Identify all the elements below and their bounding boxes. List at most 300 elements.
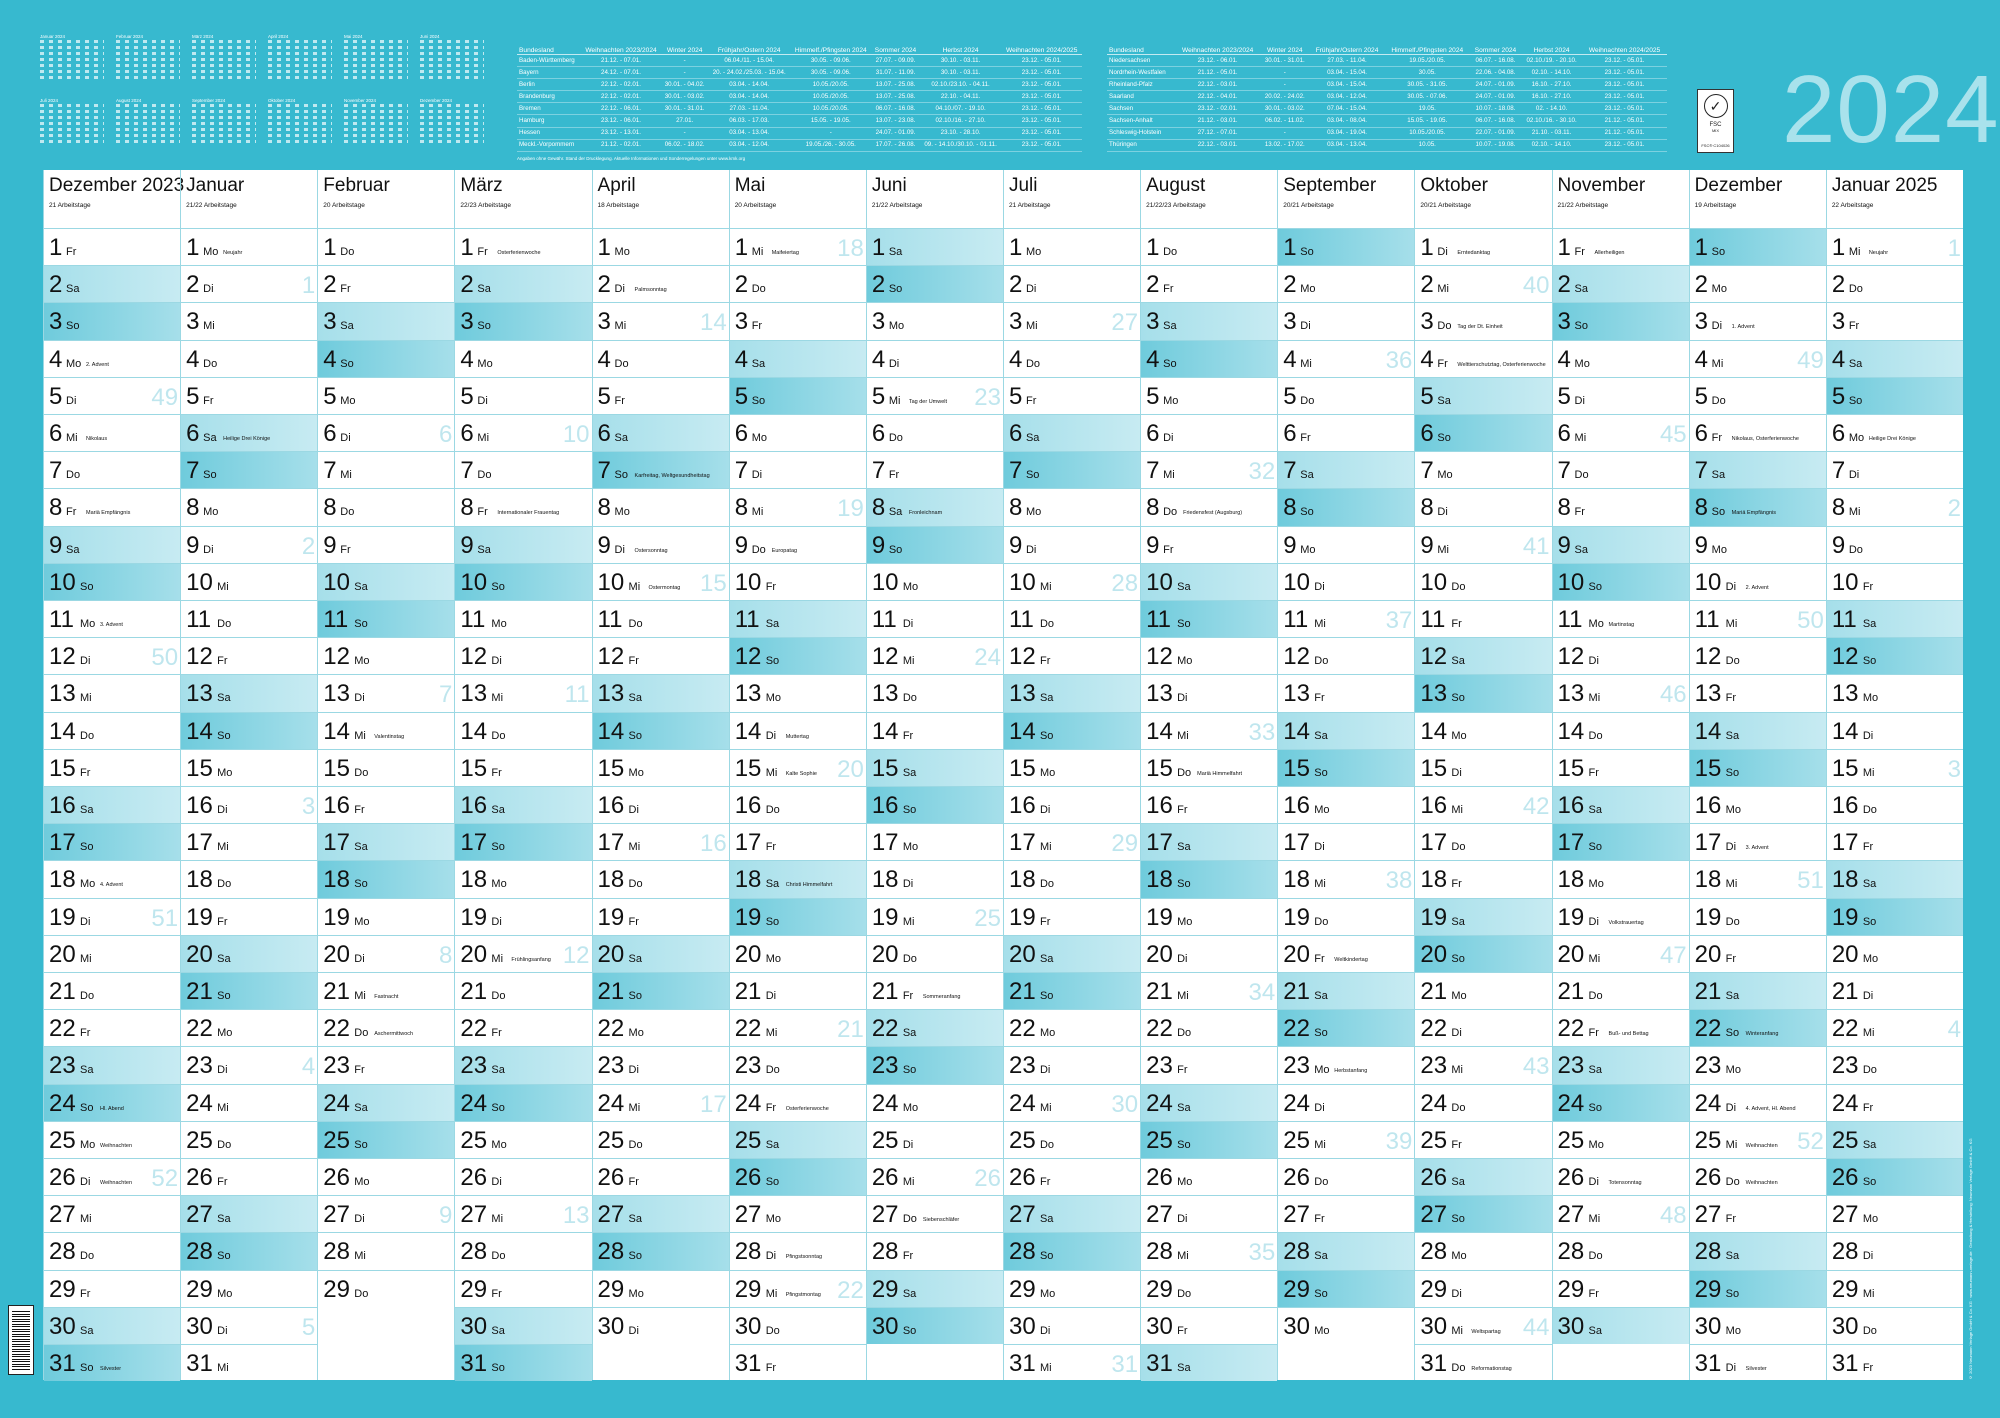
day-cell[interactable] bbox=[455, 526, 591, 563]
day-cell[interactable] bbox=[1004, 972, 1140, 1009]
day-cell[interactable] bbox=[181, 1046, 317, 1083]
day-cell[interactable] bbox=[1004, 265, 1140, 302]
day-cell[interactable] bbox=[593, 712, 729, 749]
day-cell[interactable] bbox=[1278, 563, 1414, 600]
day-cell[interactable] bbox=[1415, 935, 1551, 972]
day-cell[interactable] bbox=[1004, 898, 1140, 935]
day-cell[interactable] bbox=[1278, 1084, 1414, 1121]
day-cell[interactable] bbox=[181, 526, 317, 563]
day-cell[interactable] bbox=[1690, 1121, 1826, 1158]
day-cell[interactable] bbox=[730, 228, 866, 265]
day-cell[interactable] bbox=[867, 563, 1003, 600]
day-cell[interactable] bbox=[1141, 712, 1277, 749]
day-cell[interactable] bbox=[1415, 823, 1551, 860]
day-cell[interactable] bbox=[44, 1270, 180, 1307]
day-cell[interactable] bbox=[455, 1158, 591, 1195]
day-cell[interactable] bbox=[867, 786, 1003, 823]
day-cell[interactable] bbox=[44, 898, 180, 935]
day-cell[interactable] bbox=[593, 1121, 729, 1158]
day-cell[interactable] bbox=[867, 749, 1003, 786]
day-cell[interactable] bbox=[181, 972, 317, 1009]
day-cell[interactable] bbox=[1553, 674, 1689, 711]
day-cell[interactable] bbox=[181, 1084, 317, 1121]
day-cell[interactable] bbox=[1278, 1046, 1414, 1083]
day-cell[interactable] bbox=[1827, 1232, 1963, 1269]
day-cell[interactable] bbox=[181, 674, 317, 711]
day-cell[interactable] bbox=[730, 1195, 866, 1232]
day-cell[interactable] bbox=[181, 1307, 317, 1344]
day-cell[interactable] bbox=[1415, 1307, 1551, 1344]
day-cell[interactable] bbox=[730, 451, 866, 488]
day-cell[interactable] bbox=[455, 600, 591, 637]
day-cell[interactable] bbox=[318, 898, 454, 935]
day-cell[interactable] bbox=[318, 414, 454, 451]
day-cell[interactable] bbox=[867, 1046, 1003, 1083]
day-cell[interactable] bbox=[1827, 377, 1963, 414]
day-cell[interactable] bbox=[1553, 1158, 1689, 1195]
day-cell[interactable] bbox=[1278, 823, 1414, 860]
day-cell[interactable] bbox=[318, 340, 454, 377]
day-cell[interactable] bbox=[181, 749, 317, 786]
day-cell[interactable] bbox=[1141, 1084, 1277, 1121]
day-cell[interactable] bbox=[181, 1344, 317, 1381]
day-cell[interactable] bbox=[730, 302, 866, 339]
day-cell[interactable] bbox=[1827, 935, 1963, 972]
day-cell[interactable] bbox=[1553, 488, 1689, 525]
day-cell[interactable] bbox=[1278, 1232, 1414, 1269]
day-cell[interactable] bbox=[1553, 563, 1689, 600]
day-cell[interactable] bbox=[593, 1270, 729, 1307]
day-cell[interactable] bbox=[867, 302, 1003, 339]
day-cell[interactable] bbox=[1141, 1046, 1277, 1083]
day-cell[interactable] bbox=[867, 972, 1003, 1009]
day-cell[interactable] bbox=[181, 860, 317, 897]
day-cell[interactable] bbox=[44, 786, 180, 823]
day-cell[interactable] bbox=[1415, 340, 1551, 377]
day-cell[interactable] bbox=[1690, 972, 1826, 1009]
day-cell[interactable] bbox=[867, 451, 1003, 488]
day-cell[interactable] bbox=[44, 600, 180, 637]
day-cell[interactable] bbox=[1553, 637, 1689, 674]
day-cell[interactable] bbox=[1690, 302, 1826, 339]
day-cell[interactable] bbox=[593, 860, 729, 897]
day-cell[interactable] bbox=[867, 674, 1003, 711]
day-cell[interactable] bbox=[181, 1121, 317, 1158]
day-cell[interactable] bbox=[1415, 302, 1551, 339]
day-cell[interactable] bbox=[1827, 265, 1963, 302]
day-cell[interactable] bbox=[1690, 860, 1826, 897]
day-cell[interactable] bbox=[1415, 526, 1551, 563]
day-cell[interactable] bbox=[455, 712, 591, 749]
day-cell[interactable] bbox=[1827, 786, 1963, 823]
day-cell[interactable] bbox=[181, 600, 317, 637]
day-cell[interactable] bbox=[318, 526, 454, 563]
day-cell[interactable] bbox=[44, 563, 180, 600]
day-cell[interactable] bbox=[1553, 1307, 1689, 1344]
day-cell[interactable] bbox=[44, 860, 180, 897]
day-cell[interactable] bbox=[730, 1344, 866, 1381]
day-cell[interactable] bbox=[593, 563, 729, 600]
day-cell[interactable] bbox=[1415, 265, 1551, 302]
day-cell[interactable] bbox=[1415, 414, 1551, 451]
day-cell[interactable] bbox=[1690, 1158, 1826, 1195]
day-cell[interactable] bbox=[455, 637, 591, 674]
day-cell[interactable] bbox=[44, 1344, 180, 1381]
day-cell[interactable] bbox=[318, 1270, 454, 1307]
day-cell[interactable] bbox=[1004, 1158, 1140, 1195]
day-cell[interactable] bbox=[181, 712, 317, 749]
day-cell[interactable] bbox=[1690, 823, 1826, 860]
day-cell[interactable] bbox=[867, 898, 1003, 935]
day-cell[interactable] bbox=[730, 935, 866, 972]
day-cell[interactable] bbox=[1553, 712, 1689, 749]
day-cell[interactable] bbox=[1690, 749, 1826, 786]
day-cell[interactable] bbox=[593, 340, 729, 377]
day-cell[interactable] bbox=[181, 637, 317, 674]
day-cell[interactable] bbox=[730, 1232, 866, 1269]
day-cell[interactable] bbox=[730, 414, 866, 451]
day-cell[interactable] bbox=[318, 749, 454, 786]
day-cell[interactable] bbox=[1827, 526, 1963, 563]
day-cell[interactable] bbox=[1690, 712, 1826, 749]
day-cell[interactable] bbox=[318, 265, 454, 302]
day-cell[interactable] bbox=[593, 935, 729, 972]
day-cell[interactable] bbox=[455, 488, 591, 525]
day-cell[interactable] bbox=[1141, 1232, 1277, 1269]
day-cell[interactable] bbox=[1827, 1121, 1963, 1158]
day-cell[interactable] bbox=[1690, 265, 1826, 302]
day-cell[interactable] bbox=[455, 972, 591, 1009]
day-cell[interactable] bbox=[1827, 1158, 1963, 1195]
day-cell[interactable] bbox=[1141, 674, 1277, 711]
day-cell[interactable] bbox=[1141, 1195, 1277, 1232]
day-cell[interactable] bbox=[1690, 1046, 1826, 1083]
day-cell[interactable] bbox=[1690, 414, 1826, 451]
day-cell[interactable] bbox=[1004, 1232, 1140, 1269]
day-cell[interactable] bbox=[181, 1232, 317, 1269]
day-cell[interactable] bbox=[455, 340, 591, 377]
day-cell[interactable] bbox=[1004, 674, 1140, 711]
day-cell[interactable] bbox=[867, 823, 1003, 860]
day-cell[interactable] bbox=[1690, 1009, 1826, 1046]
day-cell[interactable] bbox=[1553, 1084, 1689, 1121]
day-cell[interactable] bbox=[730, 1270, 866, 1307]
day-cell[interactable] bbox=[181, 451, 317, 488]
day-cell[interactable] bbox=[455, 1009, 591, 1046]
day-cell[interactable] bbox=[181, 377, 317, 414]
day-cell[interactable] bbox=[318, 860, 454, 897]
day-cell[interactable] bbox=[1553, 302, 1689, 339]
day-cell[interactable] bbox=[593, 972, 729, 1009]
day-cell[interactable] bbox=[1827, 228, 1963, 265]
day-cell[interactable] bbox=[44, 228, 180, 265]
day-cell[interactable] bbox=[1278, 302, 1414, 339]
day-cell[interactable] bbox=[1827, 1009, 1963, 1046]
day-cell[interactable] bbox=[1278, 600, 1414, 637]
day-cell[interactable] bbox=[1141, 1009, 1277, 1046]
day-cell[interactable] bbox=[1141, 451, 1277, 488]
day-cell[interactable] bbox=[1278, 860, 1414, 897]
day-cell[interactable] bbox=[44, 637, 180, 674]
day-cell[interactable] bbox=[1278, 228, 1414, 265]
day-cell[interactable] bbox=[730, 712, 866, 749]
day-cell[interactable] bbox=[1278, 786, 1414, 823]
day-cell[interactable] bbox=[181, 823, 317, 860]
day-cell[interactable] bbox=[318, 600, 454, 637]
day-cell[interactable] bbox=[1141, 600, 1277, 637]
day-cell[interactable] bbox=[1004, 377, 1140, 414]
day-cell[interactable] bbox=[1141, 526, 1277, 563]
day-cell[interactable] bbox=[181, 1195, 317, 1232]
day-cell[interactable] bbox=[1004, 526, 1140, 563]
day-cell[interactable] bbox=[1553, 414, 1689, 451]
day-cell[interactable] bbox=[1141, 1307, 1277, 1344]
day-cell[interactable] bbox=[730, 1046, 866, 1083]
day-cell[interactable] bbox=[318, 972, 454, 1009]
day-cell[interactable] bbox=[1415, 674, 1551, 711]
day-cell[interactable] bbox=[1004, 302, 1140, 339]
day-cell[interactable] bbox=[1415, 1270, 1551, 1307]
day-cell[interactable] bbox=[730, 563, 866, 600]
day-cell[interactable] bbox=[1415, 972, 1551, 1009]
day-cell[interactable] bbox=[1141, 749, 1277, 786]
day-cell[interactable] bbox=[1415, 1046, 1551, 1083]
day-cell[interactable] bbox=[1690, 1232, 1826, 1269]
day-cell[interactable] bbox=[1278, 265, 1414, 302]
day-cell[interactable] bbox=[1004, 228, 1140, 265]
day-cell[interactable] bbox=[1141, 414, 1277, 451]
day-cell[interactable] bbox=[1141, 377, 1277, 414]
day-cell[interactable] bbox=[593, 898, 729, 935]
day-cell[interactable] bbox=[1415, 1195, 1551, 1232]
day-cell[interactable] bbox=[1004, 600, 1140, 637]
day-cell[interactable] bbox=[44, 1307, 180, 1344]
day-cell[interactable] bbox=[455, 898, 591, 935]
day-cell[interactable] bbox=[1690, 1195, 1826, 1232]
day-cell[interactable] bbox=[1415, 637, 1551, 674]
day-cell[interactable] bbox=[1415, 1121, 1551, 1158]
day-cell[interactable] bbox=[1141, 972, 1277, 1009]
day-cell[interactable] bbox=[1553, 786, 1689, 823]
day-cell[interactable] bbox=[181, 563, 317, 600]
day-cell[interactable] bbox=[1553, 1195, 1689, 1232]
day-cell[interactable] bbox=[730, 860, 866, 897]
day-cell[interactable] bbox=[318, 637, 454, 674]
day-cell[interactable] bbox=[593, 1009, 729, 1046]
day-cell[interactable] bbox=[455, 823, 591, 860]
day-cell[interactable] bbox=[593, 526, 729, 563]
day-cell[interactable] bbox=[1004, 786, 1140, 823]
day-cell[interactable] bbox=[1278, 1121, 1414, 1158]
day-cell[interactable] bbox=[1141, 786, 1277, 823]
day-cell[interactable] bbox=[318, 935, 454, 972]
day-cell[interactable] bbox=[730, 526, 866, 563]
day-cell[interactable] bbox=[318, 1232, 454, 1269]
day-cell[interactable] bbox=[1690, 340, 1826, 377]
day-cell[interactable] bbox=[1004, 1344, 1140, 1381]
day-cell[interactable] bbox=[1827, 1046, 1963, 1083]
day-cell[interactable] bbox=[1278, 1195, 1414, 1232]
day-cell[interactable] bbox=[1278, 637, 1414, 674]
day-cell[interactable] bbox=[1690, 1270, 1826, 1307]
day-cell[interactable] bbox=[1553, 823, 1689, 860]
day-cell[interactable] bbox=[867, 1009, 1003, 1046]
day-cell[interactable] bbox=[1415, 228, 1551, 265]
day-cell[interactable] bbox=[1278, 377, 1414, 414]
day-cell[interactable] bbox=[44, 1158, 180, 1195]
day-cell[interactable] bbox=[455, 377, 591, 414]
day-cell[interactable] bbox=[318, 1158, 454, 1195]
day-cell[interactable] bbox=[1415, 1084, 1551, 1121]
day-cell[interactable] bbox=[455, 1307, 591, 1344]
day-cell[interactable] bbox=[1827, 302, 1963, 339]
day-cell[interactable] bbox=[1415, 898, 1551, 935]
day-cell[interactable] bbox=[1278, 340, 1414, 377]
day-cell[interactable] bbox=[181, 488, 317, 525]
day-cell[interactable] bbox=[1827, 1270, 1963, 1307]
day-cell[interactable] bbox=[1278, 1158, 1414, 1195]
day-cell[interactable] bbox=[1141, 898, 1277, 935]
day-cell[interactable] bbox=[1415, 451, 1551, 488]
day-cell[interactable] bbox=[318, 786, 454, 823]
day-cell[interactable] bbox=[1004, 1084, 1140, 1121]
day-cell[interactable] bbox=[1278, 1009, 1414, 1046]
day-cell[interactable] bbox=[181, 414, 317, 451]
day-cell[interactable] bbox=[1690, 488, 1826, 525]
day-cell[interactable] bbox=[1553, 972, 1689, 1009]
day-cell[interactable] bbox=[1004, 1195, 1140, 1232]
day-cell[interactable] bbox=[1141, 228, 1277, 265]
day-cell[interactable] bbox=[44, 265, 180, 302]
day-cell[interactable] bbox=[867, 1121, 1003, 1158]
day-cell[interactable] bbox=[1690, 1344, 1826, 1381]
day-cell[interactable] bbox=[318, 488, 454, 525]
day-cell[interactable] bbox=[1004, 451, 1140, 488]
day-cell[interactable] bbox=[318, 451, 454, 488]
day-cell[interactable] bbox=[318, 1195, 454, 1232]
day-cell[interactable] bbox=[1278, 414, 1414, 451]
day-cell[interactable] bbox=[44, 451, 180, 488]
day-cell[interactable] bbox=[1827, 972, 1963, 1009]
day-cell[interactable] bbox=[1553, 898, 1689, 935]
day-cell[interactable] bbox=[1827, 712, 1963, 749]
day-cell[interactable] bbox=[318, 563, 454, 600]
day-cell[interactable] bbox=[181, 302, 317, 339]
day-cell[interactable] bbox=[44, 377, 180, 414]
day-cell[interactable] bbox=[867, 935, 1003, 972]
day-cell[interactable] bbox=[593, 1195, 729, 1232]
day-cell[interactable] bbox=[1415, 563, 1551, 600]
day-cell[interactable] bbox=[1827, 860, 1963, 897]
day-cell[interactable] bbox=[1278, 1270, 1414, 1307]
day-cell[interactable] bbox=[1141, 637, 1277, 674]
day-cell[interactable] bbox=[44, 935, 180, 972]
day-cell[interactable] bbox=[730, 377, 866, 414]
day-cell[interactable] bbox=[730, 749, 866, 786]
day-cell[interactable] bbox=[1278, 749, 1414, 786]
day-cell[interactable] bbox=[730, 898, 866, 935]
day-cell[interactable] bbox=[455, 1084, 591, 1121]
day-cell[interactable] bbox=[1827, 488, 1963, 525]
day-cell[interactable] bbox=[455, 786, 591, 823]
day-cell[interactable] bbox=[730, 600, 866, 637]
day-cell[interactable] bbox=[44, 972, 180, 1009]
day-cell[interactable] bbox=[593, 1084, 729, 1121]
day-cell[interactable] bbox=[1004, 1009, 1140, 1046]
day-cell[interactable] bbox=[1690, 563, 1826, 600]
day-cell[interactable] bbox=[1141, 340, 1277, 377]
day-cell[interactable] bbox=[593, 1046, 729, 1083]
day-cell[interactable] bbox=[730, 1009, 866, 1046]
day-cell[interactable] bbox=[867, 414, 1003, 451]
day-cell[interactable] bbox=[455, 228, 591, 265]
day-cell[interactable] bbox=[1553, 228, 1689, 265]
day-cell[interactable] bbox=[1141, 1344, 1277, 1381]
day-cell[interactable] bbox=[455, 414, 591, 451]
day-cell[interactable] bbox=[730, 823, 866, 860]
day-cell[interactable] bbox=[730, 265, 866, 302]
day-cell[interactable] bbox=[181, 340, 317, 377]
day-cell[interactable] bbox=[1690, 228, 1826, 265]
day-cell[interactable] bbox=[44, 1195, 180, 1232]
day-cell[interactable] bbox=[318, 1121, 454, 1158]
day-cell[interactable] bbox=[181, 898, 317, 935]
day-cell[interactable] bbox=[1004, 637, 1140, 674]
day-cell[interactable] bbox=[593, 637, 729, 674]
day-cell[interactable] bbox=[1690, 1084, 1826, 1121]
day-cell[interactable] bbox=[1141, 823, 1277, 860]
day-cell[interactable] bbox=[1278, 674, 1414, 711]
day-cell[interactable] bbox=[44, 712, 180, 749]
day-cell[interactable] bbox=[1553, 1009, 1689, 1046]
day-cell[interactable] bbox=[1553, 526, 1689, 563]
day-cell[interactable] bbox=[1690, 451, 1826, 488]
day-cell[interactable] bbox=[593, 265, 729, 302]
day-cell[interactable] bbox=[455, 1344, 591, 1381]
day-cell[interactable] bbox=[1415, 712, 1551, 749]
day-cell[interactable] bbox=[455, 563, 591, 600]
day-cell[interactable] bbox=[1690, 935, 1826, 972]
day-cell[interactable] bbox=[867, 600, 1003, 637]
day-cell[interactable] bbox=[1141, 563, 1277, 600]
day-cell[interactable] bbox=[1690, 600, 1826, 637]
day-cell[interactable] bbox=[455, 1046, 591, 1083]
day-cell[interactable] bbox=[318, 228, 454, 265]
day-cell[interactable] bbox=[593, 488, 729, 525]
day-cell[interactable] bbox=[1278, 898, 1414, 935]
day-cell[interactable] bbox=[1415, 786, 1551, 823]
day-cell[interactable] bbox=[44, 414, 180, 451]
day-cell[interactable] bbox=[181, 935, 317, 972]
day-cell[interactable] bbox=[1827, 600, 1963, 637]
day-cell[interactable] bbox=[455, 935, 591, 972]
day-cell[interactable] bbox=[455, 1121, 591, 1158]
day-cell[interactable] bbox=[455, 860, 591, 897]
day-cell[interactable] bbox=[1827, 563, 1963, 600]
day-cell[interactable] bbox=[1827, 637, 1963, 674]
day-cell[interactable] bbox=[1141, 265, 1277, 302]
day-cell[interactable] bbox=[1278, 488, 1414, 525]
day-cell[interactable] bbox=[1415, 1009, 1551, 1046]
day-cell[interactable] bbox=[1141, 860, 1277, 897]
day-cell[interactable] bbox=[1827, 1195, 1963, 1232]
day-cell[interactable] bbox=[1553, 860, 1689, 897]
day-cell[interactable] bbox=[1004, 1046, 1140, 1083]
day-cell[interactable] bbox=[1141, 935, 1277, 972]
day-cell[interactable] bbox=[867, 1307, 1003, 1344]
day-cell[interactable] bbox=[1004, 749, 1140, 786]
day-cell[interactable] bbox=[1415, 749, 1551, 786]
